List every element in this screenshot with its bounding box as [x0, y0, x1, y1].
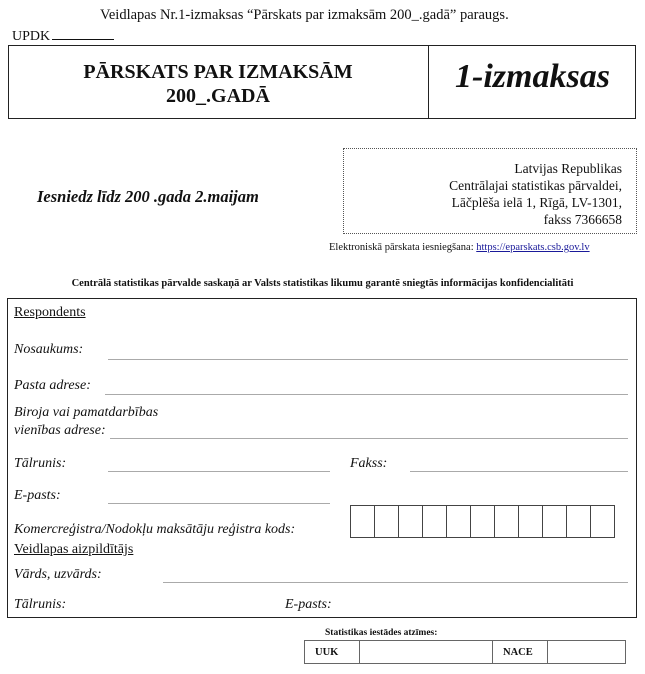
uuk-value-cell[interactable]	[359, 640, 493, 664]
register-code-cell[interactable]	[518, 505, 543, 538]
address-line2: Centrālajai statistikas pārvaldei,	[449, 178, 622, 193]
office-address-label-line1: Biroja vai pamatdarbības	[14, 405, 159, 420]
stat-office-table	[305, 640, 626, 664]
updk-label: UPDK	[12, 29, 51, 44]
form-caption: Veidlapas Nr.1-izmaksas “Pārskats par izmaksām 200_.gadā” paraugs.	[100, 7, 509, 23]
respondent-section-title: Respondents	[14, 305, 86, 320]
register-code-cell[interactable]	[350, 505, 375, 538]
email-label: E-pasts:	[14, 488, 61, 503]
filler-email-label: E-pasts:	[285, 597, 332, 612]
report-title	[9, 60, 427, 108]
updk-field	[12, 27, 114, 45]
nace-label-cell	[492, 640, 548, 664]
register-code-cells	[351, 505, 615, 538]
postal-address-input-line[interactable]	[105, 394, 628, 395]
report-title-line1: PĀRSKATS PAR IZMAKSĀM	[83, 61, 353, 83]
register-code-cell[interactable]	[494, 505, 519, 538]
register-code-cell[interactable]	[542, 505, 567, 538]
address-box	[343, 148, 637, 234]
confidentiality-notice: Centrālā statistikas pārvalde saskaņā ar Valsts statistikas likumu garantē sniegtās informācijas konfidencialitāti	[71, 278, 574, 289]
register-code-cell[interactable]	[446, 505, 471, 538]
fax-label: Fakss:	[350, 456, 388, 471]
phone-label: Tālrunis:	[14, 456, 67, 471]
filler-name-input-line[interactable]	[163, 582, 628, 583]
filler-phone-label: Tālrunis:	[14, 597, 67, 612]
report-title-line2: 200_.GADĀ	[166, 85, 270, 107]
electronic-url-link[interactable]: https://eparskats.csb.gov.lv	[476, 242, 590, 253]
register-code-cell[interactable]	[566, 505, 591, 538]
email-input-line[interactable]	[108, 503, 330, 504]
register-code-cell[interactable]	[422, 505, 447, 538]
electronic-submission	[329, 242, 590, 253]
office-address-label-line2: vienības adrese:	[14, 423, 106, 438]
register-code-cell[interactable]	[398, 505, 423, 538]
uuk-label: UUK	[315, 646, 339, 658]
postal-address-label: Pasta adrese:	[14, 378, 91, 393]
register-code-cell[interactable]	[590, 505, 615, 538]
address-line4: fakss 7366658	[543, 212, 622, 227]
register-code-cell[interactable]	[374, 505, 399, 538]
fax-input-line[interactable]	[410, 471, 628, 472]
name-input-line[interactable]	[108, 359, 628, 360]
updk-input-line[interactable]	[52, 27, 114, 40]
stat-office-label: Statistikas iestādes atzīmes:	[325, 628, 438, 638]
register-code-label: Komercreģistra/Nodokļu maksātāju reģistra kods:	[14, 522, 296, 537]
office-address-input-line[interactable]	[110, 438, 628, 439]
nace-label: NACE	[503, 646, 533, 658]
submission-deadline: Iesniedz līdz 200 .gada 2.maijam	[37, 187, 259, 206]
uuk-label-cell	[304, 640, 360, 664]
register-code-cell[interactable]	[470, 505, 495, 538]
filler-section-title: Veidlapas aizpildītājs	[14, 542, 134, 557]
address-line1: Latvijas Republikas	[514, 161, 622, 176]
header-divider	[428, 45, 429, 119]
name-label: Nosaukums:	[14, 342, 84, 357]
nace-value-cell[interactable]	[547, 640, 626, 664]
address-line3: Lāčplēša ielā 1, Rīgā, LV-1301,	[451, 195, 622, 210]
form-code: 1-izmaksas	[455, 58, 610, 95]
filler-name-label: Vārds, uzvārds:	[14, 567, 102, 582]
electronic-label: Elektroniskā pārskata iesniegšana:	[329, 242, 474, 253]
phone-input-line[interactable]	[108, 471, 330, 472]
